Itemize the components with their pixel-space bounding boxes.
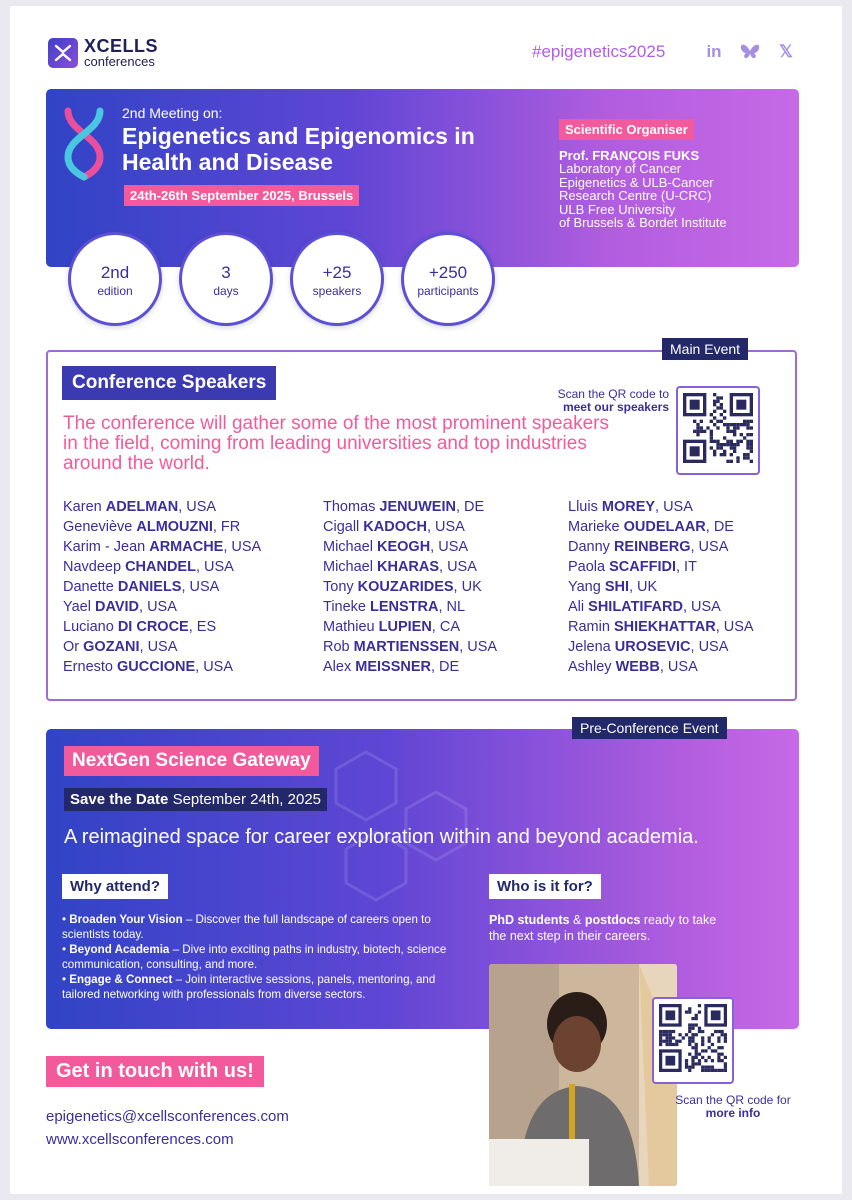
get-in-touch-title: Get in touch with us! <box>46 1056 264 1087</box>
main-event-tag: Main Event <box>662 338 748 360</box>
speaker-entry: Ernesto GUCCIONE, USA <box>63 659 234 675</box>
logo-subtitle: conferences <box>84 54 155 69</box>
more-info-qr-code[interactable] <box>652 997 734 1084</box>
nextgen-title: NextGen Science Gateway <box>64 746 319 776</box>
pre-conference-tag: Pre-Conference Event <box>572 717 727 739</box>
speaker-entry: Ali SHILATIFARD, USA <box>568 599 721 615</box>
speaker-entry: Yael DAVID, USA <box>63 599 177 615</box>
speaker-entry: Tony KOUZARIDES, UK <box>323 579 482 595</box>
save-the-date: Save the Date September 24th, 2025 <box>64 788 327 811</box>
conference-date: 24th-26th September 2025, Brussels <box>124 185 359 206</box>
speaker-entry: Rob MARTIENSSEN, USA <box>323 639 498 655</box>
speaker-entry: Paola SCAFFIDI, IT <box>568 559 697 575</box>
speaker-entry: Lluis MOREY, USA <box>568 499 693 515</box>
speaker-entry: Danette DANIELS, USA <box>63 579 220 595</box>
hero-pretitle: 2nd Meeting on: <box>122 105 223 121</box>
logo-title: XCELLS <box>84 36 159 56</box>
speaker-entry: Ashley WEBB, USA <box>568 659 698 675</box>
speaker-entry: Karim - Jean ARMACHE, USA <box>63 539 262 555</box>
speaker-entry: Tineke LENSTRA, NL <box>323 599 466 615</box>
speaker-entry: Luciano DI CROCE, ES <box>63 619 217 635</box>
speaker-entry: Geneviève ALMOUZNI, FR <box>63 519 241 535</box>
stat-speakers: +25 speakers <box>290 232 384 326</box>
x-icon[interactable]: 𝕏 <box>779 42 793 61</box>
stat-participants: +250 participants <box>401 232 495 326</box>
organiser-tag: Scientific Organiser <box>559 119 694 140</box>
conference-title: Epigenetics and Epigenomics in Health and Disease <box>122 123 475 175</box>
speaker-entry: Alex MEISSNER, DE <box>323 659 460 675</box>
email-link[interactable]: epigenetics@xcellsconferences.com <box>46 1108 289 1125</box>
why-attend-list <box>62 912 462 1002</box>
speaker-entry: Or GOZANI, USA <box>63 639 178 655</box>
linkedin-icon[interactable]: in <box>706 42 722 61</box>
student-photo <box>489 964 677 1186</box>
speakers-intro: The conference will gather some of the most prominent speakers in the field, coming from leading universities and top industries around the world. <box>63 413 609 474</box>
speakers-column-3 <box>568 497 754 677</box>
who-is-it-for-title: Who is it for? <box>489 874 601 899</box>
list-item: • Beyond Academia – Dive into exciting paths in industry, biotech, science communication, consulting, and more. <box>62 943 447 971</box>
xcells-logo-icon <box>48 38 78 68</box>
pre-conference-tagline: A reimagined space for career exploration within and beyond academia. <box>64 826 699 848</box>
speaker-entry: Thomas JENUWEIN, DE <box>323 499 485 515</box>
who-is-it-for-text: PhD students & postdocs ready to take the next step in their careers. <box>489 913 717 943</box>
speaker-entry: Cigall KADOCH, USA <box>323 519 465 535</box>
speaker-entry: Navdeep CHANDEL, USA <box>63 559 234 575</box>
speakers-column-1 <box>63 497 261 677</box>
speaker-entry: Mathieu LUPIEN, CA <box>323 619 460 635</box>
contact-info <box>46 1105 289 1151</box>
hashtag: #epigenetics2025 <box>532 42 666 61</box>
speaker-entry: Marieke OUDELAAR, DE <box>568 519 734 535</box>
dna-helix-icon <box>62 107 106 181</box>
organiser-name: Prof. FRANÇOIS FUKS <box>559 148 700 163</box>
list-item: • Broaden Your Vision – Discover the full landscape of careers open to scientists today. <box>62 913 431 941</box>
stat-days: 3 days <box>179 232 273 326</box>
bluesky-butterfly-icon[interactable] <box>738 40 762 64</box>
speaker-entry: Danny REINBERG, USA <box>568 539 729 555</box>
why-attend-title: Why attend? <box>62 874 168 899</box>
speaker-entry: Yang SHI, UK <box>568 579 658 595</box>
more-info-qr-label: Scan the QR code for more info <box>675 1093 791 1120</box>
organiser-description: Laboratory of Cancer Epigenetics & ULB-Cancer Research Centre (U-CRC) ULB Free University of Brussels & Bordet Institute <box>559 161 727 230</box>
speaker-entry: Michael KHARAS, USA <box>323 559 477 575</box>
speakers-qr-label: Scan the QR code to meet our speakers <box>557 387 669 414</box>
speakers-title: Conference Speakers <box>62 366 276 400</box>
list-item: • Engage & Connect – Join interactive sessions, panels, mentoring, and tailored networking with professionals from diverse sectors. <box>62 973 436 1001</box>
speaker-entry: Jelena UROSEVIC, USA <box>568 639 729 655</box>
stat-edition: 2nd edition <box>68 232 162 326</box>
speaker-entry: Karen ADELMAN, USA <box>63 499 217 515</box>
speaker-entry: Ramin SHIEKHATTAR, USA <box>568 619 754 635</box>
speakers-qr-code[interactable] <box>676 386 760 475</box>
speaker-entry: Michael KEOGH, USA <box>323 539 469 555</box>
website-link[interactable]: www.xcellsconferences.com <box>46 1131 234 1148</box>
speakers-column-2 <box>323 497 497 677</box>
